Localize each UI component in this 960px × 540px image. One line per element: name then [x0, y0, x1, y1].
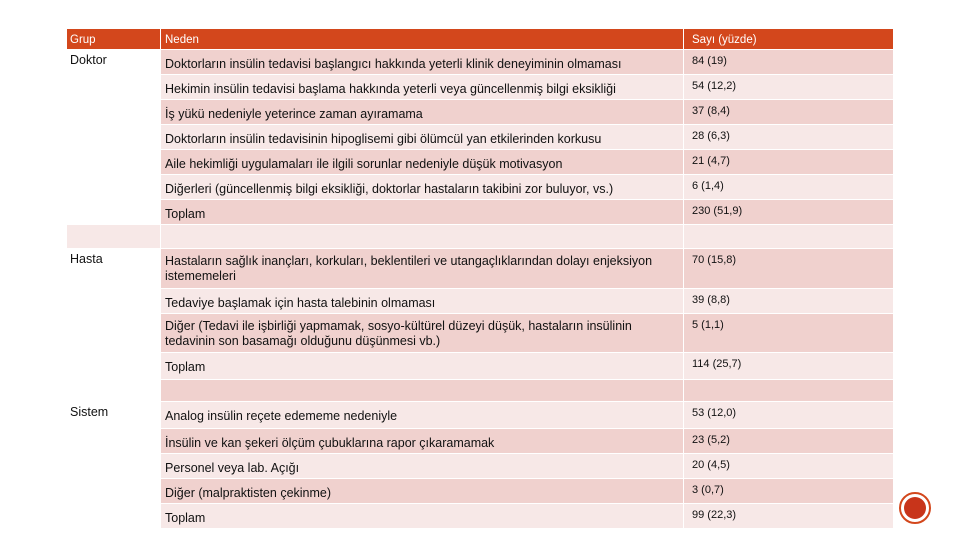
reasons-table [67, 29, 893, 529]
reason-cell: Diğer (malpraktisten çekinme) [161, 479, 684, 504]
count-cell: 5 (1,1) [684, 314, 893, 353]
reason-cell: İnsülin ve kan şekeri ölçüm çubuklarına rapor çıkaramamak [161, 429, 684, 454]
reason-cell: Toplam [161, 200, 684, 225]
count-cell: 114 (25,7) [684, 353, 893, 380]
group-cell: Hasta [67, 249, 161, 289]
table-row [67, 402, 893, 429]
badge-inner-circle [904, 497, 926, 519]
count-cell: 21 (4,7) [684, 150, 893, 175]
count-cell: 28 (6,3) [684, 125, 893, 150]
count-cell: 39 (8,8) [684, 289, 893, 314]
reason-cell: Toplam [161, 353, 684, 380]
reason-cell [161, 380, 684, 402]
group-cell [67, 314, 161, 353]
table-row [67, 50, 893, 75]
reason-cell: Diğer (Tedavi ile işbirliği yapmamak, sosyo-kültürel düzeyi düşük, hastaların insülinin tedavinin son basamağı olduğunu düşünmesi vb.) [161, 314, 684, 353]
table-row [67, 249, 893, 289]
table-row-total [67, 353, 893, 380]
header-group: Grup [67, 29, 161, 50]
group-cell [67, 125, 161, 150]
count-cell: 53 (12,0) [684, 402, 893, 429]
table-row [67, 289, 893, 314]
table-row [67, 454, 893, 479]
count-cell: 3 (0,7) [684, 479, 893, 504]
group-cell [67, 75, 161, 100]
header-reason: Neden [161, 29, 684, 50]
slide-badge-icon [899, 492, 931, 524]
group-cell [67, 429, 161, 454]
group-cell [67, 380, 161, 402]
reason-cell: Toplam [161, 504, 684, 529]
reason-cell: Hastaların sağlık inançları, korkuları, beklentileri ve utangaçlıklarından dolayı enjeksiyon istememeleri [161, 249, 684, 289]
count-cell [684, 225, 893, 249]
group-cell [67, 353, 161, 380]
group-cell: Sistem [67, 402, 161, 429]
table-row [67, 175, 893, 200]
reason-cell: Diğerleri (güncellenmiş bilgi eksikliği, doktorlar hastaların takibini zor buluyor, vs.) [161, 175, 684, 200]
group-cell [67, 504, 161, 529]
table-row-total [67, 504, 893, 529]
reason-cell: Doktorların insülin tedavisi başlangıcı hakkında yeterli klinik deneyiminin olmaması [161, 50, 684, 75]
count-cell: 6 (1,4) [684, 175, 893, 200]
group-cell [67, 175, 161, 200]
count-cell: 230 (51,9) [684, 200, 893, 225]
group-cell [67, 150, 161, 175]
reason-cell: Aile hekimliği uygulamaları ile ilgili sorunlar nedeniyle düşük motivasyon [161, 150, 684, 175]
table-header-row [67, 29, 893, 50]
group-cell [67, 200, 161, 225]
table-row-spacer [67, 225, 893, 249]
table-row [67, 314, 893, 353]
count-cell: 20 (4,5) [684, 454, 893, 479]
count-cell: 99 (22,3) [684, 504, 893, 529]
group-cell [67, 479, 161, 504]
group-cell [67, 225, 161, 249]
group-cell [67, 454, 161, 479]
count-cell [684, 380, 893, 402]
reason-cell: İş yükü nedeniyle yeterince zaman ayıramama [161, 100, 684, 125]
count-cell: 70 (15,8) [684, 249, 893, 289]
table-row-total [67, 200, 893, 225]
count-cell: 23 (5,2) [684, 429, 893, 454]
header-count: Sayı (yüzde) [684, 29, 893, 50]
count-cell: 54 (12,2) [684, 75, 893, 100]
table-row [67, 125, 893, 150]
reason-cell: Tedaviye başlamak için hasta talebinin olmaması [161, 289, 684, 314]
count-cell: 84 (19) [684, 50, 893, 75]
group-cell: Doktor [67, 50, 161, 75]
table-row [67, 429, 893, 454]
table-row [67, 150, 893, 175]
table-row-spacer [67, 380, 893, 402]
reason-cell: Analog insülin reçete edememe nedeniyle [161, 402, 684, 429]
group-cell [67, 100, 161, 125]
reason-cell: Personel veya lab. Açığı [161, 454, 684, 479]
reason-cell: Doktorların insülin tedavisinin hipoglisemi gibi ölümcül yan etkilerinden korkusu [161, 125, 684, 150]
group-cell [67, 289, 161, 314]
table-row [67, 75, 893, 100]
count-cell: 37 (8,4) [684, 100, 893, 125]
reason-cell: Hekimin insülin tedavisi başlama hakkında yeterli veya güncellenmiş bilgi eksikliği [161, 75, 684, 100]
table-row [67, 479, 893, 504]
reason-cell [161, 225, 684, 249]
table-row [67, 100, 893, 125]
